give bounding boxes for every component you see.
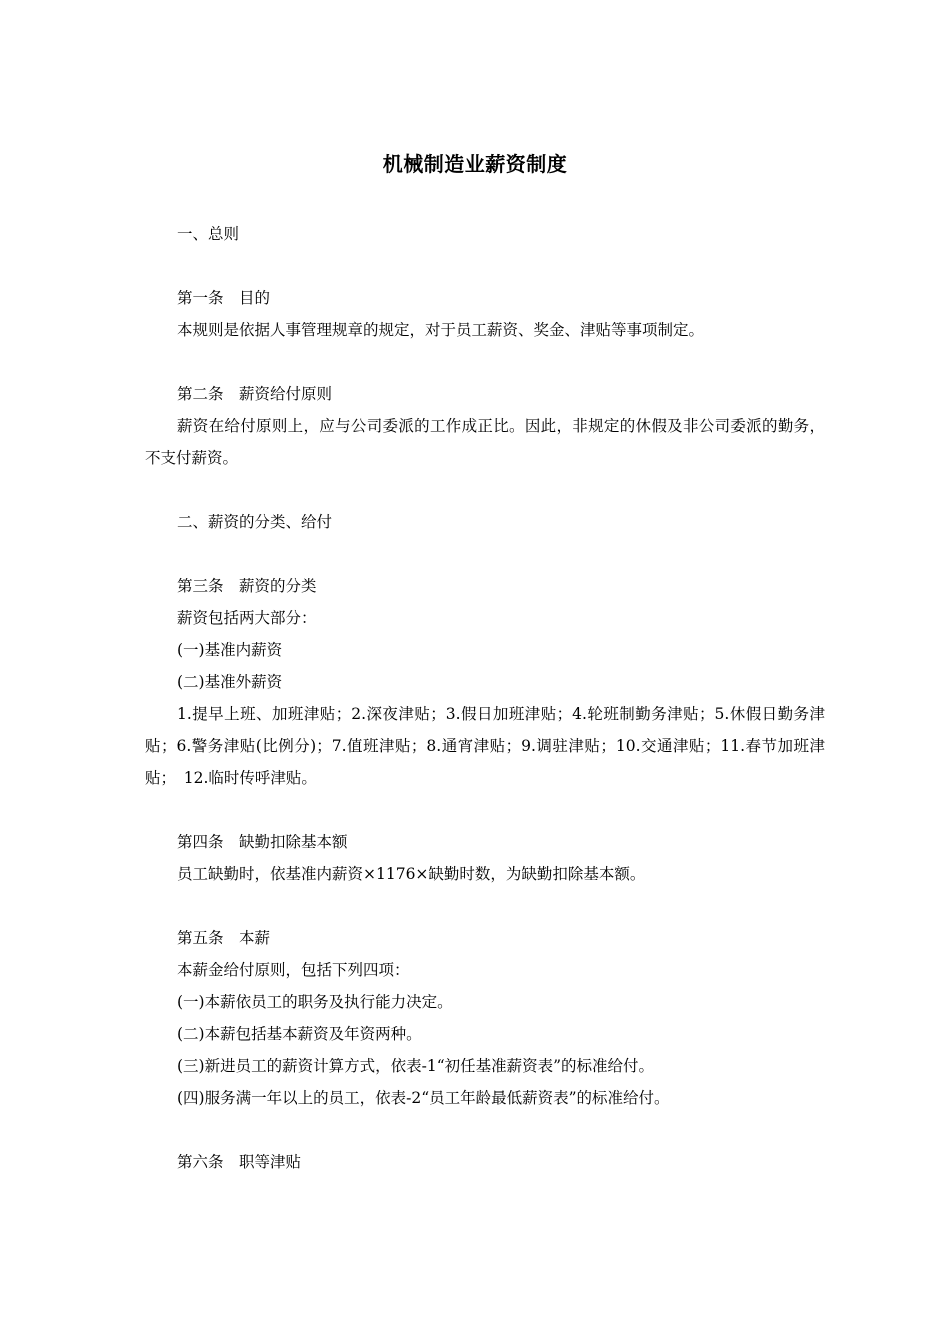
article-5-item-1: (一)本薪依员工的职务及执行能力决定。 bbox=[177, 993, 453, 1011]
article-1-body: 本规则是依据人事管理规章的规定，对于员工薪资、奖金、津贴等事项制定。 bbox=[177, 321, 705, 339]
section-heading-classification: 二、薪资的分类、给付 bbox=[177, 513, 333, 531]
article-5-item-4: (四)服务满一年以上的员工，依表-2“员工年龄最低薪资表”的标准给付。 bbox=[177, 1089, 670, 1107]
article-3-item-2: (二)基准外薪资 bbox=[177, 673, 283, 691]
article-2-heading: 第二条 薪资给付原则 bbox=[177, 385, 333, 403]
document-body bbox=[145, 218, 825, 1178]
article-5-intro: 本薪金给付原则，包括下列四项： bbox=[177, 961, 410, 979]
document-title: 机械制造业薪资制度 bbox=[382, 152, 568, 176]
article-5-item-2: (二)本薪包括基本薪资及年资两种。 bbox=[177, 1025, 422, 1043]
article-4-heading: 第四条 缺勤扣除基本额 bbox=[177, 833, 348, 851]
article-2-body: 薪资在给付原则上，应与公司委派的工作成正比。因此，非规定的休假及非公司委派的勤务，不支付薪资。 bbox=[145, 417, 825, 467]
section-heading-general: 一、总则 bbox=[177, 225, 240, 243]
article-3-intro: 薪资包括两大部分： bbox=[177, 609, 317, 627]
article-3-item-1: (一)基准内薪资 bbox=[177, 641, 283, 659]
article-6-heading: 第六条 职等津贴 bbox=[177, 1153, 302, 1171]
article-3-allowances: 1.提早上班、加班津贴；2.深夜津贴；3.假日加班津贴；4.轮班制勤务津贴；5.休假日勤务津贴；6.警务津贴(比例分)；7.值班津贴；8.通宵津贴；9.调驻津贴；10.交通津贴；11.春节加班津贴； 12.临时传呼津贴。 bbox=[145, 705, 825, 787]
article-3-heading: 第三条 薪资的分类 bbox=[177, 577, 317, 595]
article-4-body: 员工缺勤时，依基准内薪资×1176×缺勤时数，为缺勤扣除基本额。 bbox=[177, 865, 646, 883]
article-1-heading: 第一条 目的 bbox=[177, 289, 271, 307]
article-5-item-3: (三)新进员工的薪资计算方式，依表-1“初任基准薪资表”的标准给付。 bbox=[177, 1057, 655, 1075]
article-5-heading: 第五条 本薪 bbox=[177, 929, 271, 947]
